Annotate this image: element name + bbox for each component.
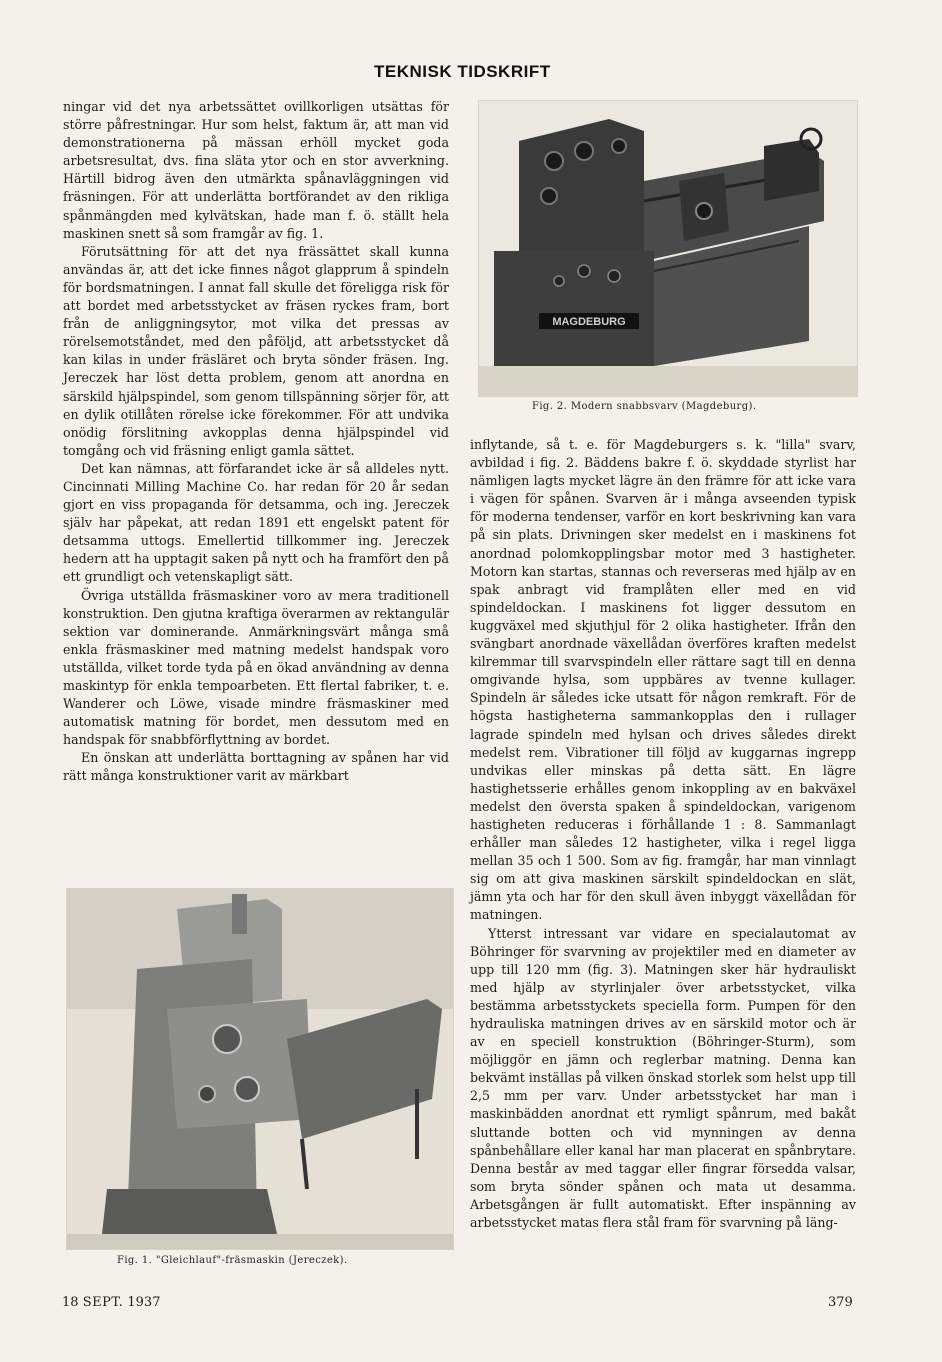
footer-date-year: 1937 — [127, 1295, 161, 1310]
left-paragraph-4: Övriga utställda fräsmaskiner voro av mera traditionell konstruktion. Den gjutna kraftiga överarmen av rektangulär sektion var dominerande. Anmärkningsvärt många små enkla fräsmaskiner med matning medelst handspak voro utställda, vilket torde tyda på en ökad användning av denna maskintyp för enkla tempoarbeten. Ett flertal fabriker, t. e. Wanderer och Löwe, visade mindre fräsmaskiner med automatisk matning för bordet, men dessutom med en handspak för snabbförflyttning av bordet. — [63, 587, 449, 748]
footer-date — [62, 1295, 160, 1310]
milling-machine-illustration — [67, 889, 453, 1249]
right-paragraph-2: Ytterst intressant var vidare en specialautomat av Böhringer för svarvning av projektiler med en diameter av upp till 120 mm (fig. 3). Matningen sker här hydrauliskt med hjälp av styrlinjaler över arbetsstycket, vilka bestämma arbetsstyckets speciella form. Pumpen för den hydrauliska matningen drives av en särskild motor och är av en speciell konstruktion (Böhringer-Sturm), som möjliggör en jämn och reglerbar matning. Denna kan bekvämt inställas på vilken önskad storlek som helst upp till 2,5 mm per varv. Under arbetsstycket har man i maskinbädden anordnat ett rymligt spånrum, med bakåt sluttande botten och vid mynningen av denna spånbehållare eller kanal har man placerat en spånbrytare. Denna består av med taggar eller fingrar försedda valsar, som bryta sönder spånen och mata ut desamma. Arbetsgången är fullt automatiskt. Efter inspänning av arbetsstycket matas flera stål fram för svarvning på läng- — [470, 925, 857, 1231]
lathe-illustration — [479, 101, 857, 396]
left-paragraph-3: Det kan nämnas, att förfarandet icke är så alldeles nytt. Cincinnati Milling Machine Co. har redan för 20 år sedan gjort en viss propaganda för detsamma, och ing. Jereczek själv har påpekat, att redan 1891 ett engelskt patent för detsamma uttogs. Emellertid tillkommer ing. Jereczek hedern att ha upptagit saken på nytt och ha framfört den på ett grundligt och vetenskapligt sätt. — [63, 460, 449, 585]
figure-1-milling-machine-photo — [66, 888, 454, 1250]
footer-date-month: SEPT. — [82, 1295, 124, 1310]
left-text-column — [63, 98, 449, 786]
left-paragraph-1: ningar vid det nya arbetssättet ovillkorligen utsättas för större påfrestningar. Hur som helst, faktum är, att man vid demonstrationerna på mässan erhöll mycket goda arbetsresultat, dvs. fina släta ytor och en stor avverkning. Härtill bidrog även den utmärkta spånavläggningen vid fräsningen. För att underlätta bortförandet av den rikliga spånmängden med kylvätskan, hade man f. ö. ställt hela maskinen snett så som framgår av fig. 1. — [63, 99, 449, 241]
figure-1-caption: Fig. 1. "Gleichlauf"-fräsmaskin (Jereczek). — [117, 1255, 348, 1266]
footer-page-number: 379 — [828, 1295, 853, 1310]
right-text-column — [470, 436, 856, 1232]
right-paragraph-1: inflytande, så t. e. för Magdeburgers s. k. "lilla" svarv, avbildad i fig. 2. Bäddens bakre f. ö. skyddade styrlist har nämligen lagts mycket lägre än den främre för att icke vara i vägen för spånen. Svarven är i många avseenden typisk för moderna tendenser, varför en kort beskrivning kan vara på sin plats. Drivningen sker medelst en i maskinens fot anordnad polomkopplingsbar motor med 3 hastigheter. Motorn kan startas, stannas och reverseras med hjälp av en spak anbragt vid framplåten eller med en vid spindeldockan. I maskinens fot ligger dessutom en kuggväxel med skjuthjul för 2 olika hastigheter. Ifrån den svängbart anordnade växellådan överföres kraften medelst kilremmar till svarvspindeln eller rättare sagt till en denna omgivande hylsa, som uppbäres av tvenne kullager. Spindeln är således icke utsatt för någon remkraft. För de högsta hastigheterna sammankopplas den i rullager lagrade spindeln med hylsan och drives således direkt medelst rem. Vibrationer till följd av kuggarnas ingrepp undvikas eller minskas på detta sätt. En lägre hastighetsserie erhålles genom inkoppling av en bakväxel medelst den översta spaken å spindeldockan, varigenom hastigheten reduceras i förhållande 1 : 8. Sammanlagt erhåller man således 12 hastigheter, vilka i regel ligga mellan 35 och 1 500. Som av fig. framgår, har man vinnlagt sig om att giva maskinen särskilt spindeldockan en slät, jämn yta och har för den skull även inbyggt växellådan för matningen. — [470, 437, 856, 923]
figure-2-lathe-photo — [478, 100, 858, 397]
left-paragraph-5: En önskan att underlätta borttagning av spånen har vid rätt många konstruktioner varit av märkbart — [63, 750, 449, 784]
lathe-nameplate: MAGDEBURG — [552, 316, 626, 328]
figure-2-caption: Fig. 2. Modern snabbsvarv (Magdeburg). — [532, 401, 757, 412]
page-header-title: TEKNISK TIDSKRIFT — [374, 62, 551, 81]
footer-date-day: 18 — [62, 1295, 79, 1310]
left-paragraph-2: Förutsättning för att det nya frässättet skall kunna användas är, att det icke finnes något glapprum å spindeln för bordsmatningen. I annat fall skulle det föreligga risk för att bordet med arbetsstycket av fräsen ryckes fram, bort från de anliggningsytor, mot vilka det pressas av rörelsemotståndet, med den påföljd, att arbetsstycket då kan kilas in under fräsläret och bryta sönder fräsen. Ing. Jereczek har löst detta problem, genom att anordna en särskild hjälpspindel, som genom tillspänning sörjer för, att en dylik otillåten rörelse icke förekommer. För att undvika onödig förslitning avkopplas denna hjälpspindel vid tomgång och vid fräsning enligt gamla sättet. — [63, 243, 449, 458]
